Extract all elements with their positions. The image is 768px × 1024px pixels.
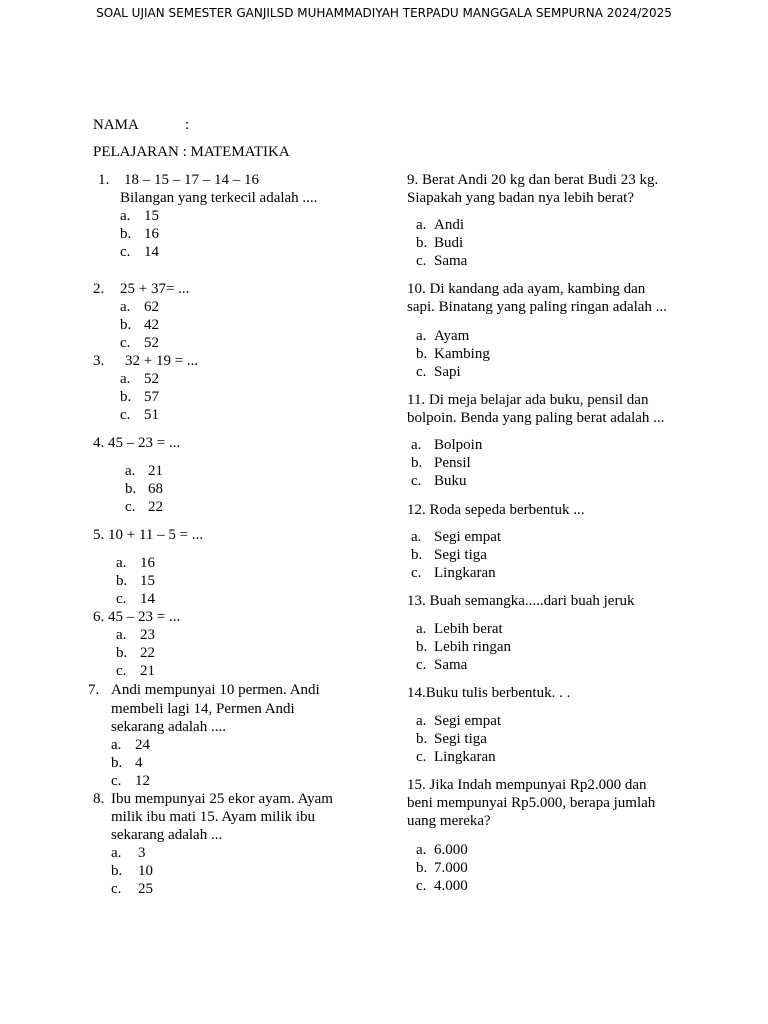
question-text: 15. Jika Indah mempunyai Rp2.000 dan [407, 777, 647, 793]
option-c: c. Sama [416, 253, 468, 269]
question-text: membeli lagi 14, Permen Andi [111, 700, 295, 717]
option-b: b. Segi tiga [411, 547, 487, 563]
question-text: uang mereka? [407, 813, 491, 829]
question-text: Bilangan yang terkecil adalah .... [120, 190, 318, 206]
question-text: 9. Berat Andi 20 kg dan berat Budi 23 kg. [407, 172, 659, 188]
option-c: c. Lingkaran [411, 565, 496, 581]
option-b: b. 57 [120, 389, 159, 405]
question-text: milik ibu mati 15. Ayam milik ibu [111, 809, 316, 825]
question-text: 4. 45 – 23 = ... [93, 435, 181, 451]
option-a: a. 23 [116, 627, 155, 643]
option-a: a. Bolpoin [411, 437, 483, 453]
document-header: SOAL UJIAN SEMESTER GANJILSD MUHAMMADIYAH TERPADU MANGGALA SEMPURNA 2024/2025 [96, 6, 672, 20]
name-colon: : [185, 117, 190, 133]
option-b: b. Kambing [416, 346, 490, 362]
question-text: bolpoin. Benda yang paling berat adalah ... [407, 410, 665, 426]
option-b: b. Lebih ringan [416, 639, 512, 655]
option-b: b. 16 [120, 226, 159, 242]
question-text: 18 – 15 – 17 – 14 – 16 [124, 172, 259, 188]
question-text: 25 + 37= ... [120, 281, 190, 297]
option-c: c. 14 [120, 244, 159, 260]
name-label: NAMA [93, 117, 139, 133]
option-b: b. 4 [111, 755, 143, 771]
option-c: c. 14 [116, 591, 155, 607]
option-a: a. 52 [120, 371, 159, 387]
option-b: b. Pensil [411, 455, 471, 471]
option-c: c. 51 [120, 407, 159, 423]
question-text: sekarang adalah .... [111, 719, 226, 735]
question-text: 32 + 19 = ... [125, 353, 199, 369]
option-a: a. Andi [416, 217, 464, 233]
question-number: 1. [98, 172, 110, 188]
question-number: 2. [93, 281, 105, 297]
option-c: c. Sama [416, 657, 468, 673]
question-number: 3. [93, 353, 105, 369]
question-text: 6. 45 – 23 = ... [93, 609, 181, 625]
option-c: c. Buku [411, 473, 467, 489]
option-a: a. 62 [120, 299, 159, 315]
option-b: b. 68 [125, 481, 163, 497]
option-b: b. Segi tiga [416, 731, 487, 747]
question-text: 11. Di meja belajar ada buku, pensil dan [407, 392, 649, 408]
option-a: a. 15 [120, 208, 159, 224]
option-a: a. Segi empat [416, 713, 502, 729]
question-text: 14.Buku tulis berbentuk. . . [407, 685, 571, 701]
option-b: b. 15 [116, 573, 155, 589]
question-text: 13. Buah semangka.....dari buah jeruk [407, 593, 635, 609]
question-text: beni mempunyai Rp5.000, berapa jumlah [407, 795, 656, 811]
option-c: c. Sapi [416, 364, 461, 380]
option-a: a. 16 [116, 555, 155, 571]
option-a: a. 24 [111, 737, 150, 753]
option-a: a. Segi empat [411, 529, 502, 545]
question-text: sekarang adalah ... [111, 827, 223, 843]
option-c: c. 21 [116, 663, 155, 679]
option-a: a. 3 [111, 845, 146, 861]
question-number: 7. [88, 682, 100, 698]
option-b: b. 7.000 [416, 860, 468, 876]
question-text: sapi. Binatang yang paling ringan adalah ... [407, 299, 667, 315]
option-c: c. 4.000 [416, 878, 468, 894]
option-b: b. 10 [111, 863, 153, 879]
question-text: 5. 10 + 11 – 5 = ... [93, 527, 204, 543]
question-text: 12. Roda sepeda berbentuk ... [407, 502, 585, 518]
option-a: a. Lebih berat [416, 621, 503, 637]
subject-line: PELAJARAN : MATEMATIKA [93, 144, 290, 160]
option-b: b. 22 [116, 645, 155, 661]
option-a: a. 6.000 [416, 842, 468, 858]
option-b: b. 42 [120, 317, 159, 333]
option-c: c. 52 [120, 335, 159, 351]
option-c: c. 25 [111, 881, 153, 897]
option-a: a. 21 [125, 463, 163, 479]
question-text: 10. Di kandang ada ayam, kambing dan [407, 281, 646, 297]
option-c: c. 12 [111, 773, 150, 789]
option-a: a. Ayam [416, 328, 470, 344]
question-text: Ibu mempunyai 25 ekor ayam. Ayam [111, 791, 333, 807]
option-c: c. 22 [125, 499, 163, 515]
question-number: 8. [93, 791, 105, 807]
option-c: c. Lingkaran [416, 749, 496, 765]
question-text: Andi mempunyai 10 permen. Andi [111, 682, 320, 698]
option-b: b. Budi [416, 235, 464, 251]
question-text: Siapakah yang badan nya lebih berat? [407, 190, 634, 206]
